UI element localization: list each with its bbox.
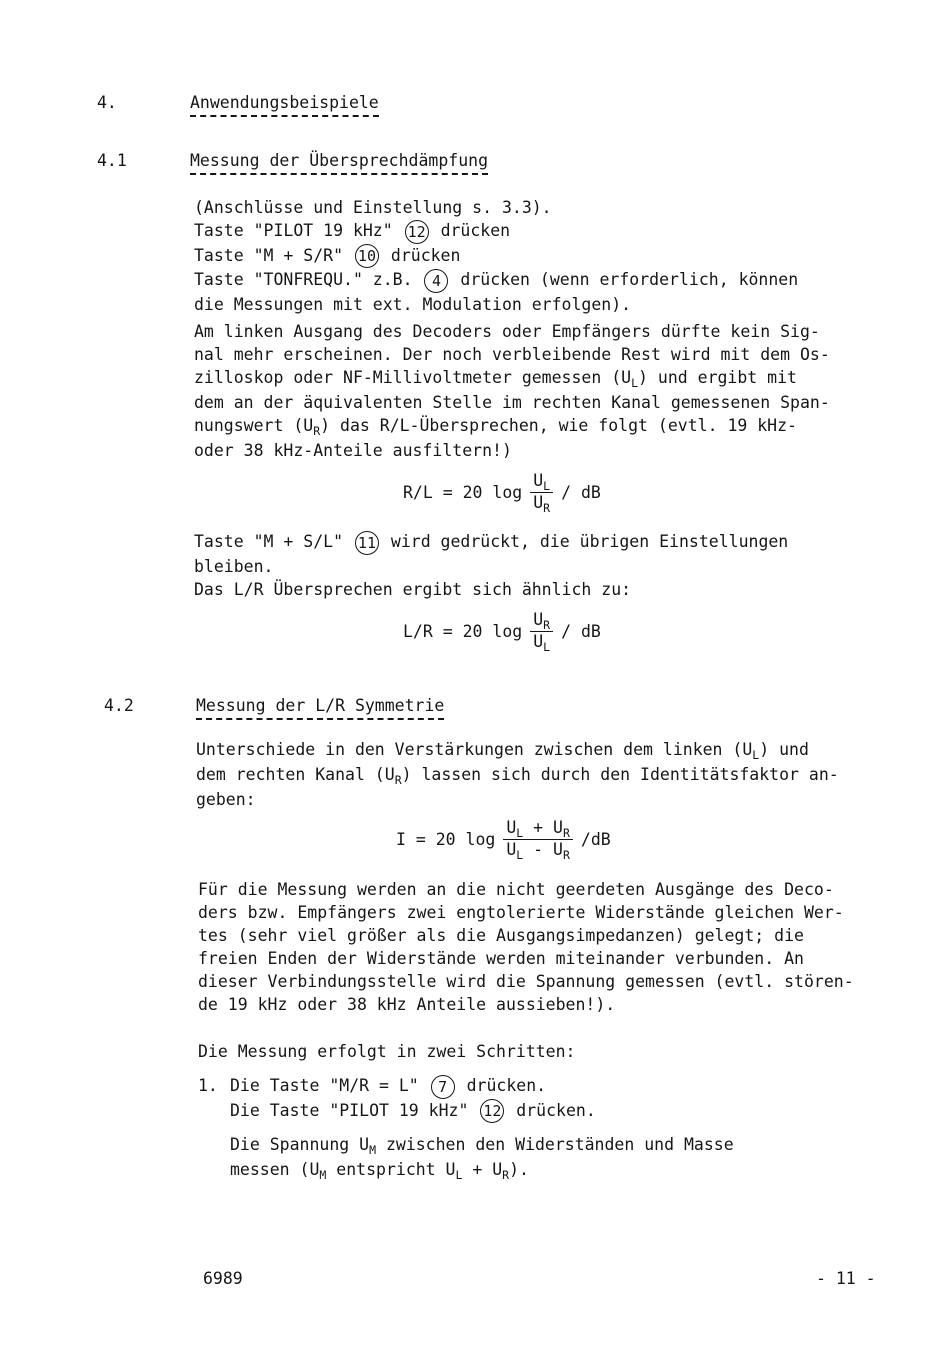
text-line: die Messungen mit ext. Modulation erfolgen). — [194, 294, 632, 314]
text-line — [194, 530, 884, 555]
text-span: drücken. — [516, 1100, 596, 1120]
text-line: de 19 kHz oder 38 kHz Anteile aussieben!). — [198, 995, 616, 1014]
section-number: 4. — [97, 93, 117, 112]
text-span: Die Taste "PILOT 19 kHz" — [230, 1100, 469, 1120]
subscript: R — [562, 848, 570, 862]
subscript: R — [313, 424, 321, 438]
key-number-badge: 7 — [431, 1075, 455, 1099]
text-line: (Anschlüsse und Einstellung s. 3.3). — [194, 198, 552, 217]
denominator — [530, 493, 553, 514]
key-number-badge: 12 — [480, 1099, 504, 1123]
text-line: ders bzw. Empfängers zwei engtolerierte Widerstände gleichen Wer- — [198, 903, 844, 922]
text-span: ) und — [759, 740, 809, 759]
text-line: Für die Messung werden an die nicht geerdeten Ausgänge des Deco- — [198, 880, 834, 899]
symbol: U — [553, 818, 563, 837]
subscript: R — [543, 501, 551, 515]
crosstalk-paragraph — [194, 320, 884, 462]
text-span: Taste "PILOT 19 kHz" — [194, 221, 393, 240]
text-span: ) und ergibt mit — [638, 368, 797, 387]
text-line — [196, 763, 886, 788]
symbol: U — [533, 632, 544, 651]
text-line: Das L/R Übersprechen ergibt sich ähnlich zu: — [194, 579, 632, 599]
text-span: Taste "TONFREQU." z.B. — [194, 270, 413, 289]
text-span: messen (U — [230, 1160, 320, 1179]
text-line: bleiben. — [194, 556, 274, 576]
numerator — [503, 818, 573, 840]
text-line — [230, 1133, 870, 1158]
formula-lhs: I = 20 log — [396, 830, 496, 849]
numerator — [530, 610, 553, 632]
text-span: Die Spannung U — [230, 1135, 370, 1154]
text-span: drücken — [440, 221, 511, 240]
text-line: dem an der äquivalenten Stelle im rechten Kanal gemessenen Span- — [194, 393, 830, 412]
subscript: L — [631, 376, 639, 390]
text-span: ) das R/L-Übersprechen, wie folgt (evtl. 19 kHz- — [320, 416, 797, 435]
text-span: ). — [509, 1160, 529, 1179]
denominator — [530, 632, 553, 653]
fraction — [503, 818, 573, 861]
subscript: M — [319, 1168, 327, 1182]
formula-unit: / dB — [561, 483, 601, 502]
text-line: freien Enden der Widerstände werden miteinander verbunden. An — [198, 949, 804, 968]
section-heading — [190, 91, 379, 117]
text-span: wird gedrückt, die übrigen Einstellungen — [390, 532, 789, 551]
formula-unit: / dB — [561, 622, 601, 641]
step-1 — [230, 1074, 870, 1183]
text-span: nungswert (U — [194, 416, 314, 435]
subscript: L — [516, 848, 524, 862]
text-span: dem rechten Kanal (U — [196, 765, 395, 784]
text-line: dieser Verbindungsstelle wird die Spannung gemessen (evtl. stören- — [198, 972, 854, 991]
text-span: zwischen den Widerständen und Masse — [376, 1135, 734, 1154]
key-number-badge: 10 — [355, 244, 379, 268]
formula-lhs: R/L = 20 log — [403, 483, 523, 502]
symbol: U — [533, 471, 544, 490]
measurement-paragraph — [198, 878, 888, 1016]
symbol: U — [506, 840, 517, 859]
text-line: tes (sehr viel größer als die Ausgangsimpedanzen) gelegt; die — [198, 926, 804, 945]
section-number: 4.1 — [97, 151, 127, 170]
text-span: drücken — [390, 245, 461, 265]
text-span: zilloskop oder NF-Millivoltmeter gemessen (U — [194, 368, 632, 387]
text-line — [230, 1074, 870, 1099]
subscript: R — [562, 826, 570, 840]
formula-rl — [403, 471, 601, 514]
left-channel-paragraph — [194, 530, 884, 601]
symmetry-paragraph — [196, 738, 886, 811]
section-title: Anwendungsbeispiele — [190, 91, 379, 117]
text-line — [194, 219, 884, 244]
symbol: U — [533, 610, 544, 629]
text-line: oder 38 kHz-Anteile ausfiltern!) — [194, 441, 512, 460]
text-span: drücken (wenn erforderlich, können — [460, 270, 799, 289]
text-line — [194, 244, 884, 269]
text-span: ) lassen sich durch den Identitätsfaktor an- — [401, 765, 839, 784]
subscript: R — [394, 773, 402, 787]
text-line — [194, 366, 884, 391]
step-number: 1. — [198, 1076, 218, 1095]
operator: - — [533, 840, 544, 859]
text-line — [194, 268, 884, 293]
subscript: R — [543, 618, 551, 632]
fraction — [530, 471, 553, 514]
page-number: - 11 - — [816, 1269, 876, 1288]
text-line: Am linken Ausgang des Decoders oder Empfängers dürfte kein Sig- — [194, 322, 820, 341]
operator: + — [533, 818, 544, 837]
formula-identity — [396, 818, 611, 861]
text-span: Taste "M + S/R" — [194, 245, 344, 265]
text-line: nal mehr erscheinen. Der noch verbleibende Rest wird mit dem Os- — [194, 345, 830, 364]
subscript: R — [502, 1168, 510, 1182]
subscript: L — [516, 826, 524, 840]
formula-unit: /dB — [580, 830, 611, 849]
subscript: L — [543, 640, 551, 654]
text-span: + U — [462, 1160, 503, 1179]
symbol: U — [506, 818, 517, 837]
key-number-badge: 12 — [405, 220, 429, 244]
text-span: Unterschiede in den Verstärkungen zwischen dem linken (U — [196, 740, 753, 759]
section-number: 4.2 — [104, 696, 134, 715]
formula-lhs: L/R = 20 log — [403, 622, 523, 641]
setup-instructions — [194, 196, 884, 316]
symbol: U — [533, 493, 544, 512]
denominator — [503, 840, 573, 861]
text-span: drücken. — [466, 1076, 547, 1095]
formula-lr — [403, 610, 601, 653]
text-span: Die Taste "M/R = L" — [230, 1076, 419, 1095]
text-span: Taste "M + S/L" — [194, 532, 344, 551]
text-line — [196, 738, 886, 763]
subscript: L — [543, 479, 551, 493]
key-number-badge: 11 — [355, 531, 379, 555]
subscript: L — [752, 748, 760, 762]
subscript: L — [455, 1168, 463, 1182]
section-title: Messung der Übersprechdämpfung — [190, 149, 488, 175]
document-number: 6989 — [203, 1269, 243, 1288]
symbol: U — [553, 840, 563, 859]
text-span: entspricht U — [326, 1160, 456, 1179]
key-number-badge: 4 — [424, 269, 448, 293]
section-heading — [196, 694, 444, 720]
numerator — [530, 471, 553, 493]
fraction — [530, 610, 553, 653]
text-line — [230, 1158, 870, 1183]
text-line — [230, 1099, 870, 1124]
subscript: M — [369, 1143, 377, 1157]
section-title: Messung der L/R Symmetrie — [196, 694, 444, 720]
spacer — [230, 1123, 870, 1133]
text-line — [194, 414, 884, 439]
section-heading — [190, 149, 488, 175]
steps-intro: Die Messung erfolgt in zwei Schritten: — [198, 1042, 576, 1061]
text-line: geben: — [196, 790, 256, 809]
